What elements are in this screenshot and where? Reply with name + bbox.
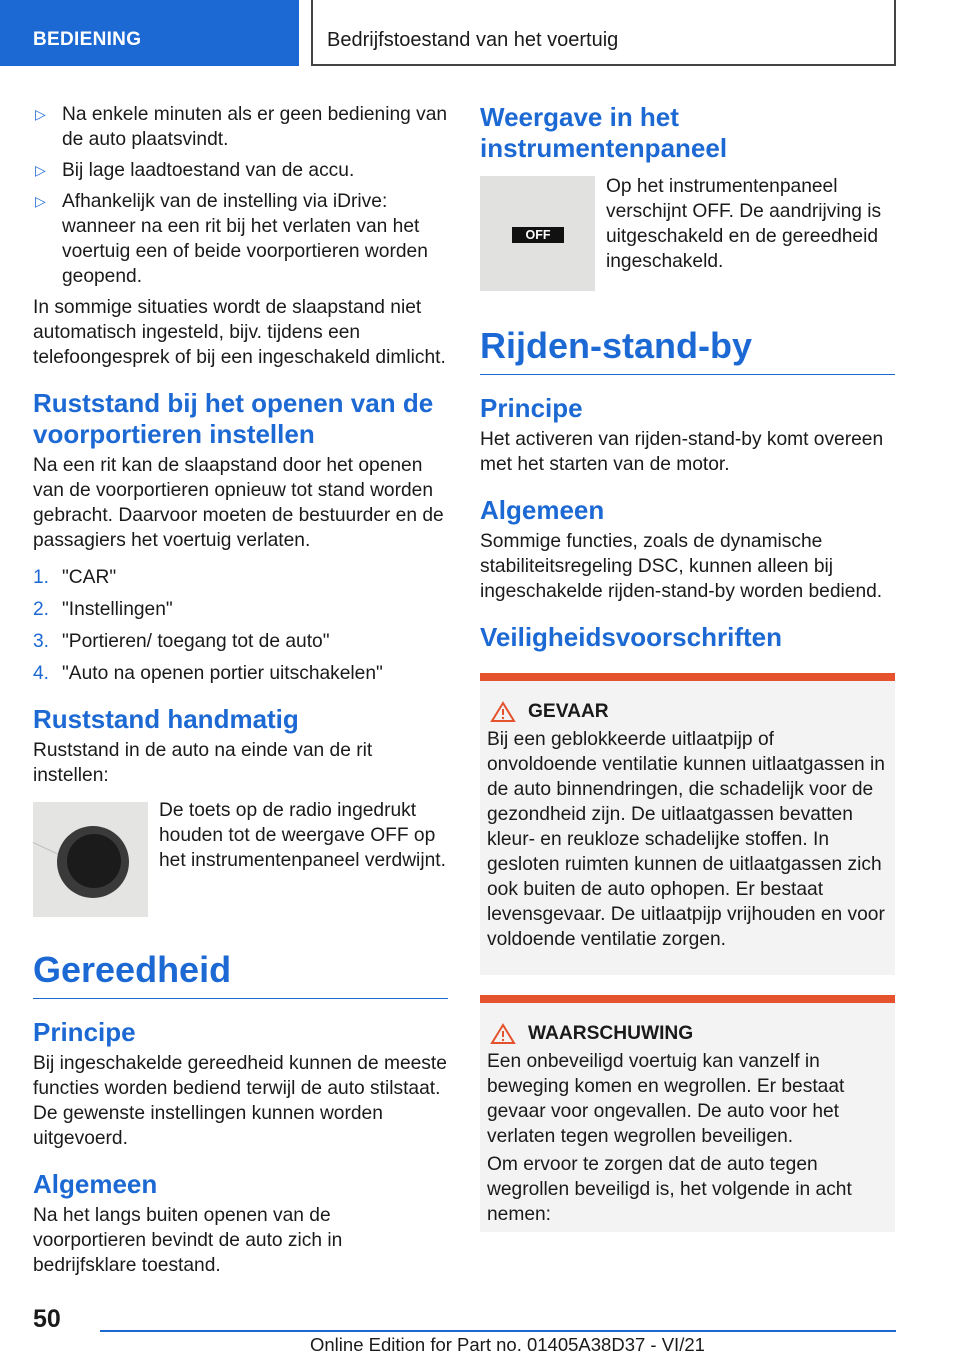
chapter-header <box>311 0 896 66</box>
list-item: 4. "Auto na openen portier uitschakelen" <box>33 663 383 684</box>
page-number: 50 <box>33 1305 61 1333</box>
paragraph: In sommige situaties wordt de slaapstand niet automatisch ingesteld, bijv. tijdens een telefoongesprek of bij een ingeschakeld dimlicht. <box>33 297 446 368</box>
paragraph: Sommige functies, zoals de dynamische stabiliteitsregeling DSC, kunnen alleen bij ingeschakelde rijden-stand-by worden bediend. <box>480 531 883 602</box>
left-column <box>33 102 448 1282</box>
heading: Algemeen <box>480 495 605 525</box>
triangle-bullet-icon: ▷ <box>35 193 46 209</box>
display-figure <box>480 174 895 292</box>
paragraph: Ruststand in de auto na einde van de rit instellen: <box>33 740 373 786</box>
step-list <box>33 565 448 686</box>
list-item: 1. "CAR" <box>33 567 117 588</box>
list-item: ▷ Afhankelijk van de instelling via iDrive: wanneer na een rit bij het verlaten van het voertuig een of beide voorportieren worden geopend. <box>35 191 428 287</box>
warning-text: Om ervoor te zorgen dat de auto tegen wegrollen beveiligd is, het volgende in acht nemen: <box>487 1154 852 1225</box>
warning-triangle-icon <box>490 1023 516 1045</box>
radio-knob-image <box>33 802 148 917</box>
heading: Weergave in het instrumentenpaneel <box>480 102 728 163</box>
heading: Ruststand handmatig <box>33 704 299 734</box>
knob-figure <box>33 798 448 916</box>
paragraph: Bij ingeschakelde gereedheid kunnen de meeste functies worden bediend terwijl de auto stilstaat. De gewenste instellingen kunnen worden uitgevoerd. <box>33 1053 447 1149</box>
right-column <box>480 102 895 1232</box>
heading: Algemeen <box>33 1169 158 1199</box>
list-item: 3. "Portieren/ toegang tot de auto" <box>33 631 330 652</box>
heading: Principe <box>33 1017 136 1047</box>
off-indicator: OFF <box>512 227 564 243</box>
chapter-title: Bedrijfstoestand van het voertuig <box>327 29 619 51</box>
list-item: ▷ Na enkele minuten als er geen bediening van de auto plaatsvindt. <box>35 104 448 150</box>
heading: Ruststand bij het openen van de voorportieren instellen <box>33 388 434 449</box>
section-tab <box>0 0 299 66</box>
edition-footer: Online Edition for Part no. 01405A38D37 - VI/21 <box>310 1334 705 1355</box>
danger-title: GEVAAR <box>528 701 609 722</box>
section-label: BEDIENING <box>33 29 142 50</box>
list-item: ▷ Bij lage laadtoestand van de accu. <box>35 160 355 181</box>
warning-triangle-icon <box>490 701 516 723</box>
instrument-display-image <box>480 176 595 291</box>
paragraph: Op het instrumentenpaneel verschijnt OFF. De aandrijving is uitgeschakeld en de gereedheid ingeschakeld. <box>606 176 882 272</box>
paragraph: Het activeren van rijden-stand-by komt overeen met het starten van de motor. <box>480 429 884 475</box>
triangle-bullet-icon: ▷ <box>35 162 46 178</box>
paragraph: Na een rit kan de slaapstand door het openen van de voorportieren opnieuw tot stand worden gebracht. Daarvoor moeten de bestuurder en de passagiers het voertuig verlaten. <box>33 455 444 551</box>
warning-title: WAARSCHUWING <box>528 1023 694 1044</box>
heading: Principe <box>480 393 583 423</box>
condition-list <box>33 102 448 289</box>
heading: Rijden-stand-by <box>480 326 895 375</box>
list-item: 2. "Instellingen" <box>33 599 173 620</box>
warning-text: Een onbeveiligd voertuig kan vanzelf in beweging komen en wegrollen. Er bestaat gevaar voor ongevallen. De auto voor het verlaten tegen wegrollen beveiligen. <box>487 1051 845 1147</box>
danger-box <box>480 673 895 975</box>
paragraph: De toets op de radio ingedrukt houden tot de weergave OFF op het instrumentenpaneel verdwijnt. <box>159 800 446 871</box>
heading: Veiligheidsvoorschriften <box>480 622 782 652</box>
paragraph: Na het langs buiten openen van de voorportieren bevindt de auto zich in bedrijfsklare toestand. <box>33 1205 343 1276</box>
danger-text: Bij een geblokkeerde uitlaatpijp of onvoldoende ventilatie kunnen uitlaatgassen in de auto binnendringen, die schadelijk voor de gezondheid zijn. De uitlaatgassen bevatten kleur- en reukloze schadelijke stoffen. In gesloten ruimten kunnen de uitlaatgassen zich ook buiten de auto ophopen. Er bestaat levensgevaar. De uitlaatpijp vrijhouden en voor voldoende ventilatie zorgen. <box>487 729 885 950</box>
warning-box <box>480 995 895 1232</box>
footer-divider <box>100 1330 896 1332</box>
triangle-bullet-icon: ▷ <box>35 106 46 122</box>
heading: Gereedheid <box>33 950 448 999</box>
